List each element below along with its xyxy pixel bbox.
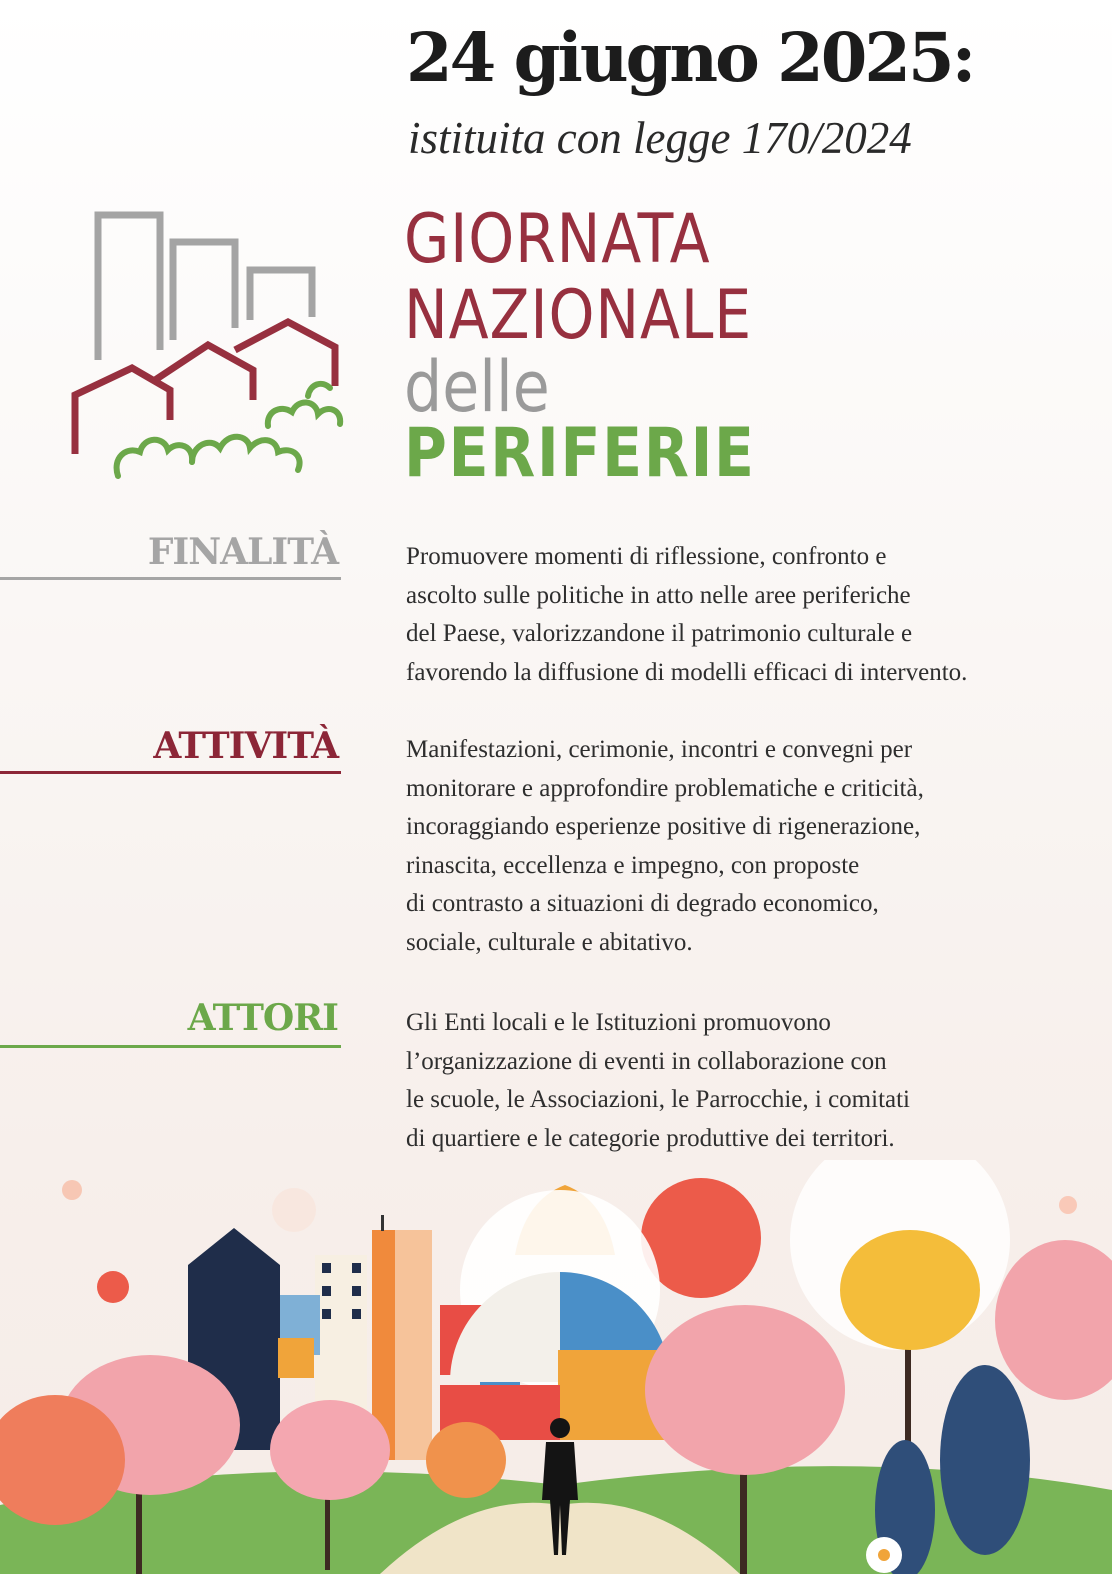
section-label-finalita: FINALITÀ (147, 531, 338, 573)
law-subtitle: istituita con legge 170/2024 (408, 113, 912, 163)
text-line: rinascita, eccellenza e impegno, con proposte (406, 851, 860, 879)
city-park-illustration (0, 1160, 1112, 1574)
text-line: monitorare e approfondire problematiche e criticità, (406, 774, 924, 802)
logo-houses (75, 322, 335, 454)
text-line: di contrasto a situazioni di degrado economico, (406, 890, 879, 917)
blue-tree (940, 1365, 1030, 1555)
text-line: del Paese, valorizzandone il patrimonio culturale e (406, 620, 913, 647)
section-label-attivita: ATTIVITÀ (153, 725, 338, 767)
text-line: le scuole, le Associazioni, le Parrocchie, i comitati (406, 1086, 911, 1113)
title-giornata: GIORNATA (404, 200, 711, 279)
section-text-attivita (406, 731, 1096, 962)
text-line: l’organizzazione di eventi in collaborazione con (406, 1047, 887, 1075)
logo-towers (98, 215, 312, 360)
text-line: Promuovere momenti di riflessione, confronto e (406, 543, 887, 570)
section-label-attori: ATTORI (187, 997, 338, 1039)
text-line: incoraggiando esperienze positive di rigenerazione, (406, 813, 921, 840)
event-date: 24 giugno 2025: (406, 18, 974, 97)
periferie-logo (60, 200, 360, 490)
logo-bushes (117, 384, 341, 476)
title-periferie: PERIFERIE (404, 414, 756, 493)
title-delle: delle (404, 346, 550, 428)
section-text-attori (406, 1004, 1096, 1158)
section-rule-attori (0, 1045, 341, 1048)
text-line: sociale, culturale e abitativo. (406, 928, 693, 956)
section-rule-finalita (0, 577, 341, 580)
text-line: di quartiere e le categorie produttive dei territori. (406, 1124, 895, 1152)
section-text-finalita (406, 538, 1096, 692)
text-line: Manifestazioni, cerimonie, incontri e convegni per (406, 736, 913, 763)
text-line: ascolto sulle politiche in atto nelle aree periferiche (406, 581, 911, 609)
title-nazionale: NAZIONALE (404, 276, 753, 355)
text-line: Gli Enti locali e le Istituzioni promuovono (406, 1009, 831, 1036)
section-rule-attivita (0, 771, 341, 774)
text-line: favorendo la diffusione di modelli efficaci di intervento. (406, 658, 968, 686)
